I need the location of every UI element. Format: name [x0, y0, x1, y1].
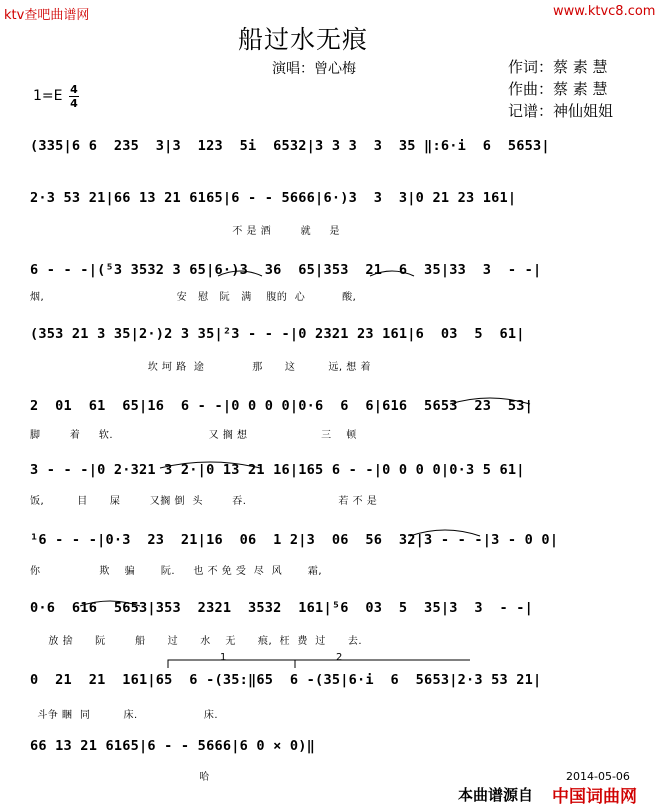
volta-second-bracket: [295, 660, 470, 668]
volta-first-bracket: [168, 660, 295, 668]
lyric-row-4: 坎 坷 路 途 那 这 远, 想 着: [30, 362, 371, 373]
volta-first-label: 1: [220, 652, 227, 663]
footer-date: 2014-05-06: [566, 770, 630, 783]
lyric-row-10: 哈: [30, 772, 210, 783]
song-title: 船过水无痕: [238, 25, 369, 54]
notation-row-3: 6 - - -|(⁵3 3532 3 65|6·)3 36 65|353 21 6 35|33 3 - -|: [30, 262, 542, 278]
notation-row-9: 0 21 21 161|65 6 -(35:‖65 6 -(35|6·i 6 5653|2·3 53 21|: [30, 672, 542, 688]
site-url-right: www.ktvc8.com: [553, 4, 656, 19]
volta-second-label: 2: [336, 652, 343, 663]
notation-row-4: (353 21 3 35|2·)2 3 35|²3 - - -|0 2321 23 161|6 03 5 61|: [30, 326, 525, 342]
lyric-row-6: 饭, 目 屎 又搁 倒 头 吞. 若 不 是: [30, 496, 378, 507]
lyric-row-7: 你 欺 骗 阮. 也 不 免 受 尽 风 霜,: [30, 566, 323, 577]
notation-row-6: 3 - - -|0 2·321 3 2·|0 13 21 16|165 6 - -|0 0 0 0|0·3 5 61|: [30, 462, 525, 478]
singer-credit: 演唱：曾心梅: [272, 61, 356, 77]
lyric-row-8: 放 捨 阮 船 过 水 无 痕, 枉 费 过 去.: [30, 636, 363, 647]
notation-row-8: 0·6 616 5653|353 2321 3532 161|⁵6 03 5 35|3 3 - -|: [30, 600, 534, 616]
time-signature-bottom: 4: [70, 97, 78, 110]
time-signature-top: 4: [70, 83, 78, 96]
notation-row-5: 2 01 61 65|16 6 - -|0 0 0 0|0·6 6 6|616 5653 23 53|: [30, 398, 534, 414]
lyric-row-9: 斗争 睏 同 床. 床.: [30, 710, 219, 721]
notation-row-1: (335|6 6 235 3|3 123 5i 6532|3 3 3 3 35 ‖:6·i 6 5653|: [30, 138, 550, 154]
site-name-left: ktv查吧曲谱网: [4, 8, 90, 23]
footer-source-text: 本曲谱源自: [458, 786, 534, 804]
transcriber-credit: 记谱：神仙姐姐: [508, 102, 614, 120]
lyric-row-5: 脚 着 软. 又 搁 想 三 顿: [30, 430, 357, 441]
notation-row-2: 2·3 53 21|66 13 21 6165|6 - - 5666|6·)3 3 3|0 21 23 161|: [30, 190, 517, 206]
lyricist-credit: 作词：蔡 素 慧: [508, 58, 608, 76]
composer-credit: 作曲：蔡 素 慧: [508, 80, 608, 98]
lyric-row-2: 不 是 酒 就 是: [30, 226, 341, 237]
lyric-row-3: 烟, 安 慰 阮 满 腹的 心 酸,: [30, 292, 357, 303]
notation-row-7: ¹6 - - -|0·3 23 21|16 06 1 2|3 06 56 32|3 - - -|3 - 0 0|: [30, 532, 559, 548]
footer-logo: 中国词曲网: [552, 787, 637, 807]
notation-row-10: 66 13 21 6165|6 - - 5666|6 0 × 0)‖: [30, 738, 316, 754]
key-signature: 1=E: [33, 88, 63, 104]
